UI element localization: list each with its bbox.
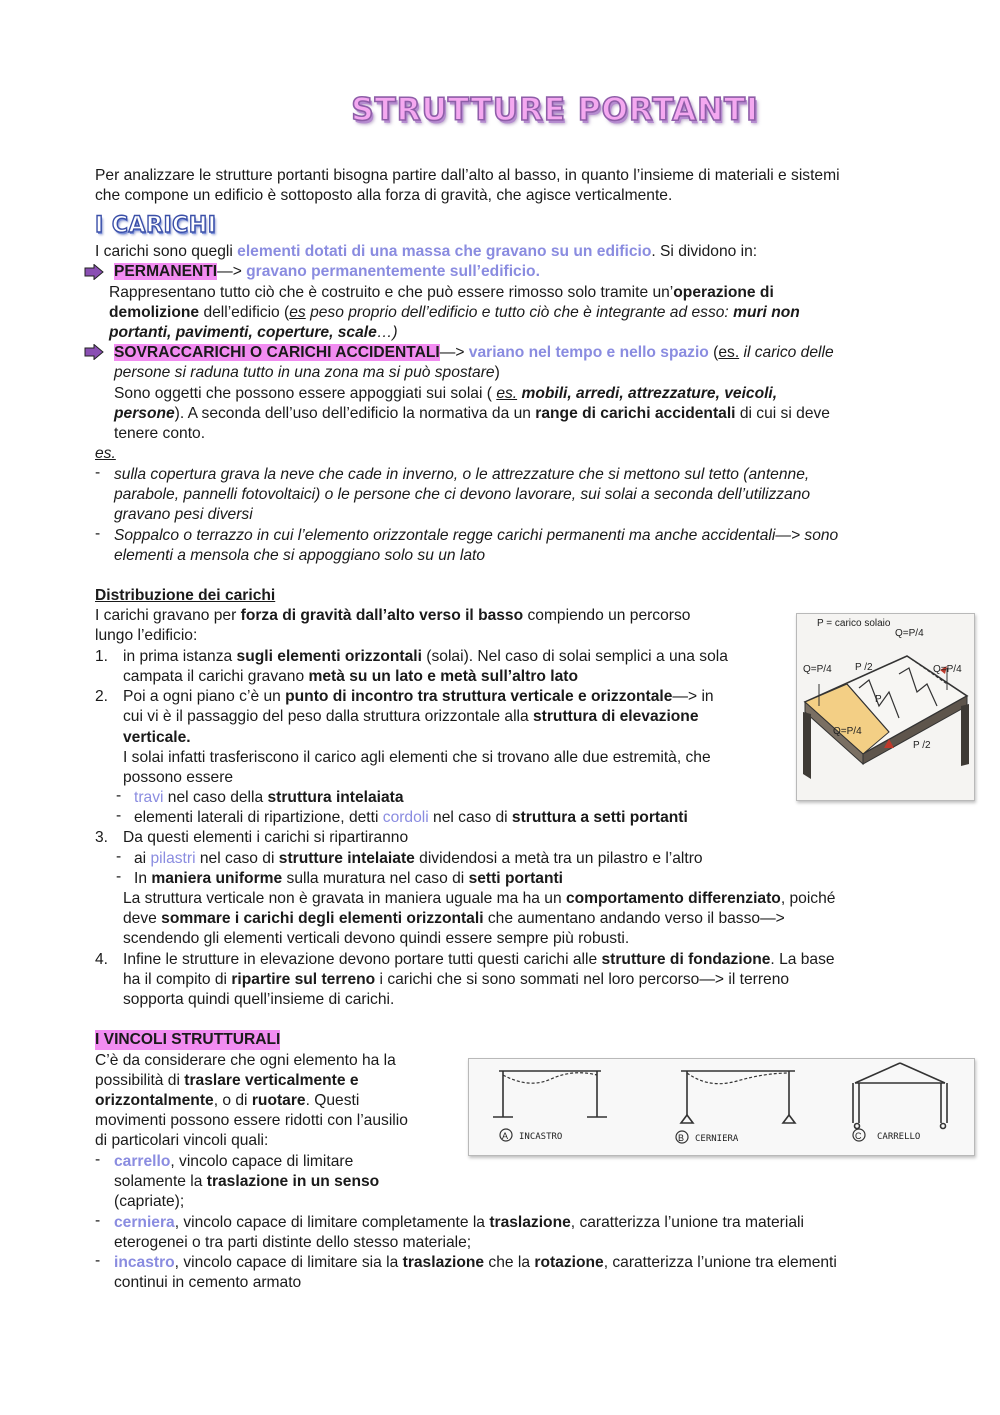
bullet-dash: - xyxy=(95,525,101,542)
bullet-dash: - xyxy=(116,848,122,865)
vincoli-line-5: di particolari vincoli quali: xyxy=(95,1132,269,1149)
bold-text: metà su un lato e metà sull’altro lato xyxy=(308,668,578,685)
bold-text: strutture di fondazione xyxy=(601,951,771,968)
fig2-letter-b: B xyxy=(678,1133,685,1143)
text: possibilità di xyxy=(95,1072,185,1089)
bold-text: sommare i carichi degli elementi orizzontali xyxy=(161,910,484,927)
italic-text: il carico delle xyxy=(739,344,834,361)
bullet-dash: - xyxy=(95,1212,101,1229)
text: nel caso della xyxy=(163,789,268,806)
vincolo-incastro-1 xyxy=(114,1253,837,1273)
constraints-drawing xyxy=(469,1059,974,1155)
text: (solai). Nel caso di solai semplici a una sola xyxy=(421,648,728,665)
fig2-label-incastro: INCASTRO xyxy=(519,1132,563,1142)
text: —> in xyxy=(672,688,714,705)
example-2-line-2: elementi a mensola che si appoggiano solo su un lato xyxy=(114,547,486,564)
bold-text: traslazione xyxy=(402,1254,485,1271)
text: i carichi che si sono sommati nel loro percorso—> il terreno xyxy=(375,971,790,988)
bold-text: maniera uniforme xyxy=(151,870,283,887)
italic-text: es. xyxy=(496,385,518,402)
slab-load-drawing xyxy=(797,614,974,800)
text: che la xyxy=(484,1254,535,1271)
text: Poi a ogni piano c’è un xyxy=(123,688,286,705)
text: Infine le strutture in elevazione devono portare tutti questi carichi alle xyxy=(123,951,602,968)
bullet-dash: - xyxy=(95,1151,101,1168)
bold-text: struttura intelaiata xyxy=(267,789,404,806)
distribuzione-p1 xyxy=(95,606,690,626)
step-4-line-2 xyxy=(123,970,789,990)
text: ). A seconda dell’uso dell’edificio la normativa da un xyxy=(174,405,536,422)
italic-text: peso proprio dell’edificio e tutto ciò che è integrante ad esso: xyxy=(305,304,734,321)
text: ( xyxy=(708,344,719,361)
text: di cui si deve xyxy=(735,405,830,422)
text: I carichi sono quegli xyxy=(95,243,238,260)
text: , o di xyxy=(213,1092,252,1109)
bullet-dash: - xyxy=(95,1252,101,1269)
step-3-para-1 xyxy=(123,889,835,909)
bold-text: traslare verticalmente e xyxy=(184,1072,359,1089)
text: elementi laterali di ripartizione, detti xyxy=(134,809,383,826)
bold-text: demolizione xyxy=(109,304,200,321)
italic-text: persone si raduna tutto in una zona ma si può spostare xyxy=(114,364,495,381)
text: ha il compito di xyxy=(123,971,232,988)
text: che aumentano andando verso il basso—> xyxy=(483,910,785,927)
highlight-text: gravano permanentemente sull’edificio. xyxy=(246,263,540,280)
section-heading-carichi: I CARICHI xyxy=(95,213,217,238)
step-1-line-2 xyxy=(123,667,578,687)
text: . La base xyxy=(770,951,835,968)
bold-italic-text: mobili, arredi, attrezzature, veicoli, xyxy=(517,385,778,402)
permanenti-desc-3 xyxy=(109,323,398,343)
step-2-item-1 xyxy=(134,788,404,808)
distribuzione-p2: lungo l’edificio: xyxy=(95,627,198,644)
example-1-line-1: sulla copertura grava la neve che cade in inverno, o le attrezzature che si mettono sul tetto (antenne, xyxy=(114,466,810,483)
highlight-text: pilastri xyxy=(150,850,196,867)
fig2-letter-c: C xyxy=(855,1131,862,1141)
text: , vincolo capace di limitare xyxy=(170,1153,354,1170)
bold-text: punto di incontro tra struttura verticale e orizzontale xyxy=(285,688,673,705)
text: compiendo un percorso xyxy=(523,607,691,624)
vincoli-heading: I VINCOLI STRUTTURALI xyxy=(95,1031,281,1048)
fig-label-p: P = carico solaio xyxy=(817,618,891,629)
list-number: 1. xyxy=(95,648,109,665)
step-2-line-3: verticale. xyxy=(123,729,191,746)
bold-text: traslazione in un senso xyxy=(206,1173,380,1190)
bold-text: struttura di elevazione xyxy=(533,708,699,725)
page-title: STRUTTURE PORTANTI xyxy=(351,92,759,128)
permanenti-line xyxy=(114,262,540,282)
step-3-item-2 xyxy=(134,869,563,889)
text: —> xyxy=(439,344,469,361)
step-4-line-3: sopporta quindi quell’insieme di carichi. xyxy=(123,991,395,1008)
example-2-line-1: Soppalco o terrazzo in cui l’elemento orizzontale regge carichi permanenti ma anche accidentali—> sono xyxy=(114,527,839,544)
step-2-line-2 xyxy=(123,707,699,727)
step-3-line-1: Da questi elementi i carichi si ripartiranno xyxy=(123,829,409,846)
vincolo-carrello-1 xyxy=(114,1152,353,1172)
sovraccarichi-line xyxy=(114,343,834,363)
bold-text: range di carichi accidentali xyxy=(535,405,736,422)
vincolo-incastro-2: continui in cemento armato xyxy=(114,1274,302,1291)
list-number: 4. xyxy=(95,951,109,968)
text: es. xyxy=(718,344,740,361)
vincolo-carrello-2 xyxy=(114,1172,379,1192)
text: Sono oggetti che possono essere appoggiati sui solai ( xyxy=(114,385,497,402)
sovraccarichi-label: SOVRACCARICHI O CARICHI ACCIDENTALI xyxy=(114,344,440,361)
step-2-line-5: possono essere xyxy=(123,769,234,786)
text: ai xyxy=(134,850,151,867)
highlight-text: cordoli xyxy=(382,809,429,826)
permanenti-label: PERMANENTI xyxy=(114,263,218,280)
slab-load-diagram xyxy=(796,613,975,801)
fig-label-q-right: Q=P/4 xyxy=(933,664,962,675)
constraints-diagram xyxy=(468,1058,975,1156)
text: , poiché xyxy=(780,890,836,907)
text: . Si dividono in: xyxy=(651,243,758,260)
step-3-item-1 xyxy=(134,849,703,869)
text: In xyxy=(134,870,152,887)
text: I carichi gravano per xyxy=(95,607,241,624)
text: solamente la xyxy=(114,1173,207,1190)
text: . Questi xyxy=(305,1092,360,1109)
text: dividendosi a metà tra un pilastro e l’altro xyxy=(414,850,703,867)
text: campata il carichi gravano xyxy=(123,668,309,685)
intro-line-2: che compone un edificio è sottoposto alla forza di gravità, che agisce verticalmente. xyxy=(95,187,673,204)
intro-line-1: Per analizzare le strutture portanti bisogna partire dall’alto al basso, in quanto l’insieme di materiali e sistemi xyxy=(95,167,840,184)
bold-text: rotazione xyxy=(534,1254,604,1271)
vincoli-line-1: C’è da considerare che ogni elemento ha la xyxy=(95,1052,396,1069)
text: , caratterizza l’unione tra elementi xyxy=(603,1254,837,1271)
text: nel caso di xyxy=(428,809,512,826)
text: deve xyxy=(123,910,162,927)
example-1-line-3: gravano pesi diversi xyxy=(114,506,253,523)
text: nel caso di xyxy=(195,850,279,867)
text: La struttura verticale non è gravata in maniera uguale ma ha un xyxy=(123,890,566,907)
permanenti-desc-1 xyxy=(109,283,774,303)
bullet-dash: - xyxy=(95,464,101,481)
highlight-text: elementi dotati di una massa che gravano su un edificio xyxy=(237,243,652,260)
bold-text: operazione di xyxy=(673,284,774,301)
bold-text: ruotare xyxy=(251,1092,306,1109)
step-3-para-3: scendendo gli elementi verticali devono quindi essere sempre più robusti. xyxy=(123,930,630,947)
highlight-text: variano nel tempo e nello spazio xyxy=(468,344,709,361)
bold-italic-text: portanti, pavimenti, coperture, scale xyxy=(109,324,377,341)
sovraccarichi-desc-3 xyxy=(114,404,830,424)
text: Rappresentano tutto ciò che è costruito e che può essere rimosso solo tramite un’ xyxy=(109,284,674,301)
carichi-intro xyxy=(95,242,757,262)
text: in prima istanza xyxy=(123,648,237,665)
bullet-dash: - xyxy=(116,807,122,824)
vincolo-carrello-3: (capriate); xyxy=(114,1193,185,1210)
bold-text: strutture intelaiate xyxy=(278,850,415,867)
text: —> xyxy=(217,263,247,280)
highlight-text: cerniera xyxy=(114,1214,175,1231)
text: cui vi è il passaggio del peso dalla struttura orizzontale alla xyxy=(123,708,533,725)
fig2-label-cerniera: CERNIERA xyxy=(695,1134,739,1144)
list-number: 2. xyxy=(95,688,109,705)
text: sulla muratura nel caso di xyxy=(282,870,469,887)
text: ) xyxy=(494,364,500,381)
step-2-item-2 xyxy=(134,808,688,828)
bullet-dash: - xyxy=(116,787,122,804)
sovraccarichi-desc-2 xyxy=(114,384,777,404)
highlight-text: carrello xyxy=(114,1153,171,1170)
vincolo-cerniera-2: eterogenei o tra parti distinte dello stesso materiale; xyxy=(114,1234,472,1251)
step-2-line-1 xyxy=(123,687,714,707)
highlight-text: travi xyxy=(134,789,164,806)
vincolo-cerniera-1 xyxy=(114,1213,804,1233)
step-1-line-1 xyxy=(123,647,728,667)
arrow-right-icon xyxy=(84,344,104,360)
fig-label-p2-top: P /2 xyxy=(855,662,873,673)
bold-italic-text: muri non xyxy=(733,304,800,321)
bold-text: traslazione xyxy=(489,1214,571,1231)
sovraccarichi-desc-4: tenere conto. xyxy=(114,425,206,442)
bold-text: comportamento differenziato xyxy=(565,890,781,907)
fig2-label-carrello: CARRELLO xyxy=(877,1132,921,1142)
step-2-line-4: I solai infatti trasferiscono il carico agli elementi che si trovano alle due estremità, che xyxy=(123,749,711,766)
bold-text: sugli elementi orizzontali xyxy=(236,648,422,665)
fig-label-pp: P xyxy=(875,694,882,705)
list-number: 3. xyxy=(95,829,109,846)
bold-italic-text: persone xyxy=(114,405,175,422)
text: dell’edificio ( xyxy=(199,304,290,321)
text: , vincolo capace di limitare sia la xyxy=(174,1254,403,1271)
bold-text: orizzontalmente xyxy=(95,1092,214,1109)
vincoli-line-2 xyxy=(95,1071,359,1091)
italic-text: es xyxy=(289,304,306,321)
fig-label-q-bottom: Q=P/4 xyxy=(833,726,862,737)
bold-text: forza di gravità dall’alto verso il basso xyxy=(240,607,524,624)
distribuzione-heading: Distribuzione dei carichi xyxy=(95,587,276,604)
step-3-para-2 xyxy=(123,909,785,929)
sovraccarichi-desc-1 xyxy=(114,363,500,383)
example-1-line-2: parabole, pannelli fotovoltaici) o le persone che ci devono lavorare, sui solai a seconda dell’utilizzano xyxy=(114,486,811,503)
text: , vincolo capace di limitare completamente la xyxy=(174,1214,490,1231)
fig-label-q-top: Q=P/4 xyxy=(895,628,924,639)
permanenti-desc-2 xyxy=(109,303,800,323)
vincoli-line-4: movimenti possono essere ridotti con l’ausilio xyxy=(95,1112,408,1129)
vincoli-line-3 xyxy=(95,1091,359,1111)
bold-text: struttura a setti portanti xyxy=(511,809,688,826)
arrow-right-icon xyxy=(84,264,104,280)
bold-text: setti portanti xyxy=(468,870,563,887)
highlight-text: incastro xyxy=(114,1254,175,1271)
text: , caratterizza l’unione tra materiali xyxy=(570,1214,804,1231)
italic-text: …) xyxy=(376,324,398,341)
step-4-line-1 xyxy=(123,950,835,970)
fig2-letter-a: A xyxy=(502,1131,509,1141)
es-label: es. xyxy=(95,445,116,462)
fig-label-p2-bottom: P /2 xyxy=(913,740,931,751)
bullet-dash: - xyxy=(116,868,122,885)
fig-label-q-left: Q=P/4 xyxy=(803,664,832,675)
bold-text: ripartire sul terreno xyxy=(231,971,376,988)
